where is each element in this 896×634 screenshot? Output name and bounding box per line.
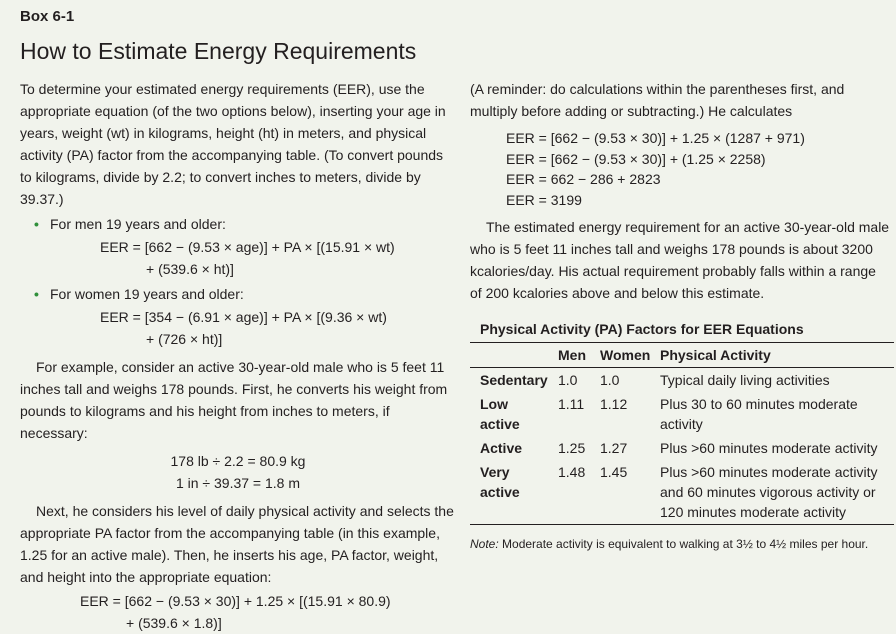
example-equation-line-2: + (539.6 × 1.8)] <box>126 615 222 631</box>
row-activity: Plus 30 to 60 minutes moderate activity <box>660 396 858 432</box>
table-note <box>470 533 890 555</box>
men-equation <box>20 236 456 280</box>
header-activity: Physical Activity <box>660 347 771 363</box>
bullet-icon: • <box>34 286 39 302</box>
row-women: 1.45 <box>600 464 628 480</box>
calc-line-1: EER = [662 − (9.53 × 30)] + 1.25 × (1287 + 971) <box>506 130 805 146</box>
row-women: 1.12 <box>600 396 628 412</box>
bullet-icon: • <box>34 216 39 232</box>
row-men: 1.48 <box>558 464 586 480</box>
men-bullet <box>20 213 456 235</box>
row-activity: Plus >60 minutes moderate activity and 60 minutes vigorous activity or 120 minutes moderate activity <box>660 464 878 520</box>
row-men: 1.0 <box>558 372 578 388</box>
men-equation-line-1: EER = [662 − (9.53 × age)] + PA × [(15.91 × wt) <box>100 239 395 255</box>
row-women: 1.27 <box>600 440 628 456</box>
men-label: For men 19 years and older: <box>50 216 226 232</box>
table-header-row <box>470 343 894 368</box>
conversion-weight: 178 lb ÷ 2.2 = 80.9 kg <box>170 453 306 469</box>
calc-line-3: EER = 662 − 286 + 2823 <box>506 171 661 187</box>
conversion-block <box>20 450 456 494</box>
page-title: How to Estimate Energy Requirements <box>20 38 417 64</box>
example-equation <box>20 590 456 634</box>
women-equation <box>20 306 456 350</box>
note-label: Note: <box>470 537 499 551</box>
calculation-block <box>470 128 890 210</box>
next-paragraph: Next, he considers his level of daily physical activity and selects the appropriate PA factor from the accompanying table (in this example, 1.25 for an active male). Then, he inserts his age, PA factor, weight, and height into the appropriate equation: <box>20 503 454 585</box>
reminder-paragraph: (A reminder: do calculations within the parentheses first, and multiply before adding or subtracting.) He calculates <box>470 81 845 119</box>
example-equation-line-1: EER = [662 − (9.53 × 30)] + 1.25 × [(15.91 × 80.9) <box>80 593 391 609</box>
example-paragraph: For example, consider an active 30-year-old male who is 5 feet 11 inches tall and weighs 178 pounds. First, he converts his weight from pounds to kilograms and his height from inches to meters, if necessary: <box>20 359 448 441</box>
box-label: Box 6-1 <box>20 8 75 25</box>
header-men: Men <box>558 347 586 363</box>
women-equation-line-1: EER = [354 − (6.91 × age)] + PA × [(9.36 × wt) <box>100 309 387 325</box>
row-activity: Typical daily living activities <box>660 372 830 388</box>
conversion-height: 1 in ÷ 39.37 = 1.8 m <box>175 475 301 491</box>
estimate-paragraph: The estimated energy requirement for an active 30-year-old male who is 5 feet 11 inches tall and weighs 178 pounds is about 3200 kcalories/day. His actual requirement probably falls within a range of 200 kcalories above and below this estimate. <box>470 219 890 301</box>
note-text: Moderate activity is equivalent to walking at 3½ to 4½ miles per hour. <box>502 537 869 551</box>
row-activity: Plus >60 minutes moderate activity <box>660 440 878 456</box>
table-row <box>470 436 894 460</box>
table-row <box>470 392 894 436</box>
header-women: Women <box>600 347 651 363</box>
women-label: For women 19 years and older: <box>50 286 244 302</box>
table-row <box>470 460 894 525</box>
women-bullet <box>20 283 456 305</box>
men-equation-line-2: + (539.6 × ht)] <box>146 261 234 277</box>
row-level: Very active <box>480 464 520 500</box>
row-level: Sedentary <box>480 372 548 388</box>
row-men: 1.11 <box>558 396 585 412</box>
women-equation-line-2: + (726 × ht)] <box>146 331 223 347</box>
table-title: Physical Activity (PA) Factors for EER Equations <box>480 321 804 337</box>
calc-line-2: EER = [662 − (9.53 × 30)] + (1.25 × 2258) <box>506 150 766 167</box>
intro-paragraph: To determine your estimated energy requirements (EER), use the appropriate equation (of the two options below), inserting your age in years, weight (wt) in kilograms, height (ht) in meters, and physical activity (PA) factor from the accompanying table. (To convert pounds to kilograms, divide by 2.2; to convert inches to meters, divide by 39.37.) <box>20 81 446 207</box>
row-men: 1.25 <box>558 440 586 456</box>
right-column <box>470 78 890 555</box>
calc-line-4: EER = 3199 <box>506 191 582 208</box>
header-level <box>470 343 554 368</box>
row-women: 1.0 <box>600 372 620 388</box>
row-level: Low active <box>480 396 520 432</box>
pa-factors-table <box>470 342 894 525</box>
left-column <box>20 78 456 634</box>
table-row <box>470 368 894 393</box>
row-level: Active <box>480 440 523 456</box>
